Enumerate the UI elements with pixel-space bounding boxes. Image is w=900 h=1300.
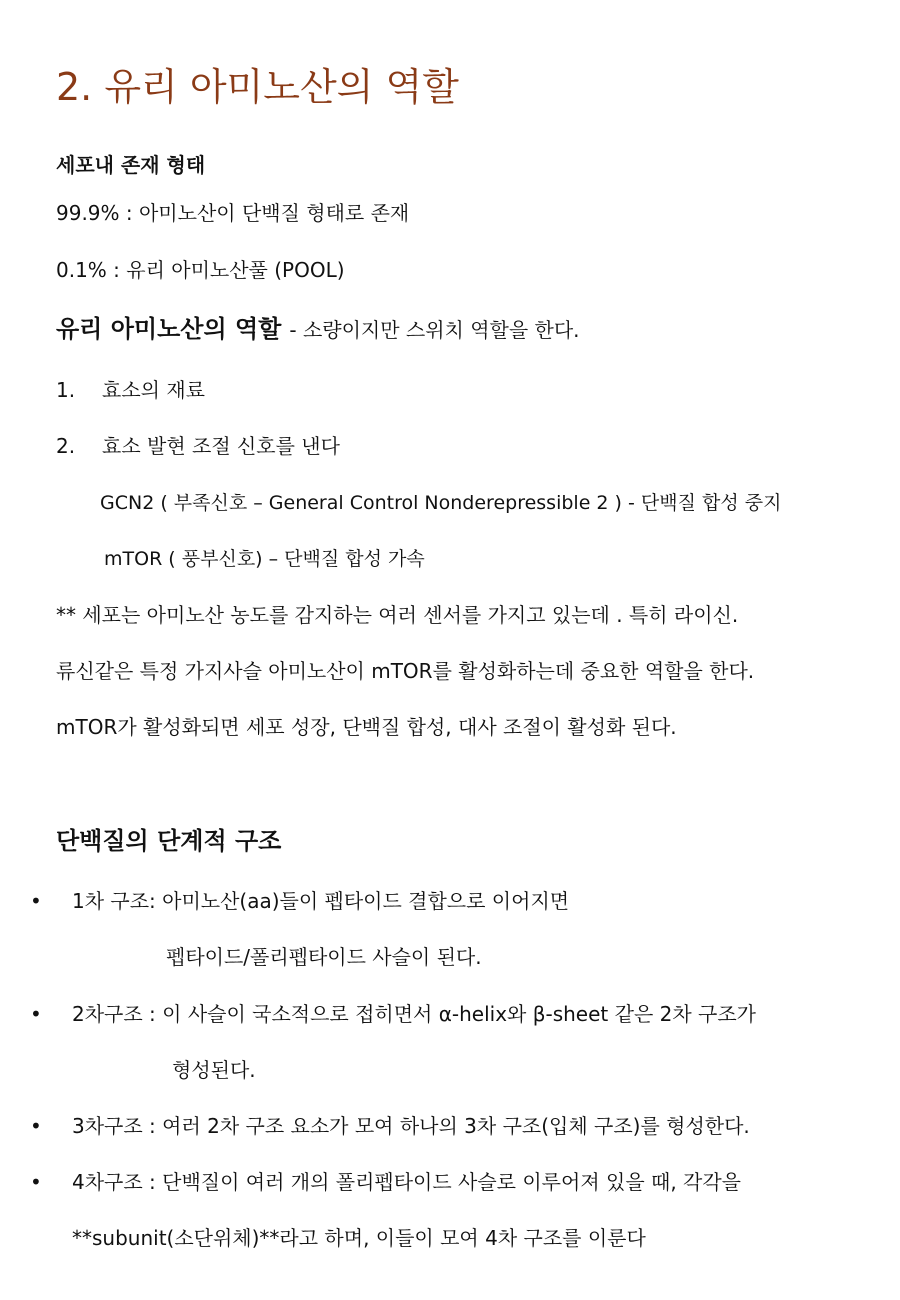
paragraph-line: mTOR가 활성화되면 세포 성장, 단백질 합성, 대사 조절이 활성화 된다. xyxy=(56,715,677,739)
section-heading-row xyxy=(56,315,580,344)
list-item xyxy=(56,376,205,404)
mtor-line: mTOR ( 풍부신호) – 단백질 합성 가속 xyxy=(104,548,425,570)
bullet-text-primary-cont: 펩타이드/폴리펩타이드 사슬이 된다. xyxy=(166,945,482,969)
bullet-text-quaternary-cont: **subunit(소단위체)**라고 하며, 이들이 모여 4차 구조를 이룬다 xyxy=(72,1226,646,1250)
paragraph-line: 류신같은 특정 가지사슬 아미노산이 mTOR를 활성화하는데 중요한 역할을 한다. xyxy=(56,659,755,683)
list-item xyxy=(56,432,340,460)
bullet-icon: • xyxy=(30,889,42,913)
list-item-text: 효소의 재료 xyxy=(102,378,205,402)
bullet-text-quaternary: 4차구조 : 단백질이 여러 개의 폴리펩타이드 사슬로 이루어져 있을 때, 각각을 xyxy=(72,1170,741,1194)
list-item-number: 1. xyxy=(56,378,76,402)
section-heading-free-aa-role: 유리 아미노산의 역할 xyxy=(56,315,282,343)
bullet-icon: • xyxy=(30,1002,42,1026)
bullet-icon: • xyxy=(30,1170,42,1194)
text-line-protein-form: 99.9% : 아미노산이 단백질 형태로 존재 xyxy=(56,201,410,225)
bullet-text-tertiary: 3차구조 : 여러 2차 구조 요소가 모여 하나의 3차 구조(입체 구조)를 형성한다. xyxy=(72,1114,750,1138)
section-heading-protein-structure: 단백질의 단계적 구조 xyxy=(56,827,282,855)
gcn2-line: GCN2 ( 부족신호 – General Control Nonderepressible 2 ) - 단백질 합성 중지 xyxy=(100,492,782,514)
heading-note: - 소량이지만 스위치 역할을 한다. xyxy=(289,318,580,342)
paragraph-line: ** 세포는 아미노산 농도를 감지하는 여러 센서를 가지고 있는데 . 특히 라이신. xyxy=(56,603,739,627)
bullet-text-primary: 1차 구조: 아미노산(aa)들이 펩타이드 결합으로 이어지면 xyxy=(72,889,570,913)
bullet-text-secondary-cont: 형성된다. xyxy=(172,1058,256,1082)
list-item-text: 효소 발현 조절 신호를 낸다 xyxy=(102,434,340,458)
bullet-text-secondary: 2차구조 : 이 사슬이 국소적으로 접히면서 α-helix와 β-sheet 같은 2차 구조가 xyxy=(72,1002,756,1026)
page-title: 2. 유리 아미노산의 역할 xyxy=(56,65,459,109)
list-item-number: 2. xyxy=(56,434,76,458)
bullet-icon: • xyxy=(30,1114,42,1138)
section-heading-cell-forms: 세포내 존재 형태 xyxy=(56,153,206,177)
text-line-free-pool: 0.1% : 유리 아미노산풀 (POOL) xyxy=(56,258,345,282)
